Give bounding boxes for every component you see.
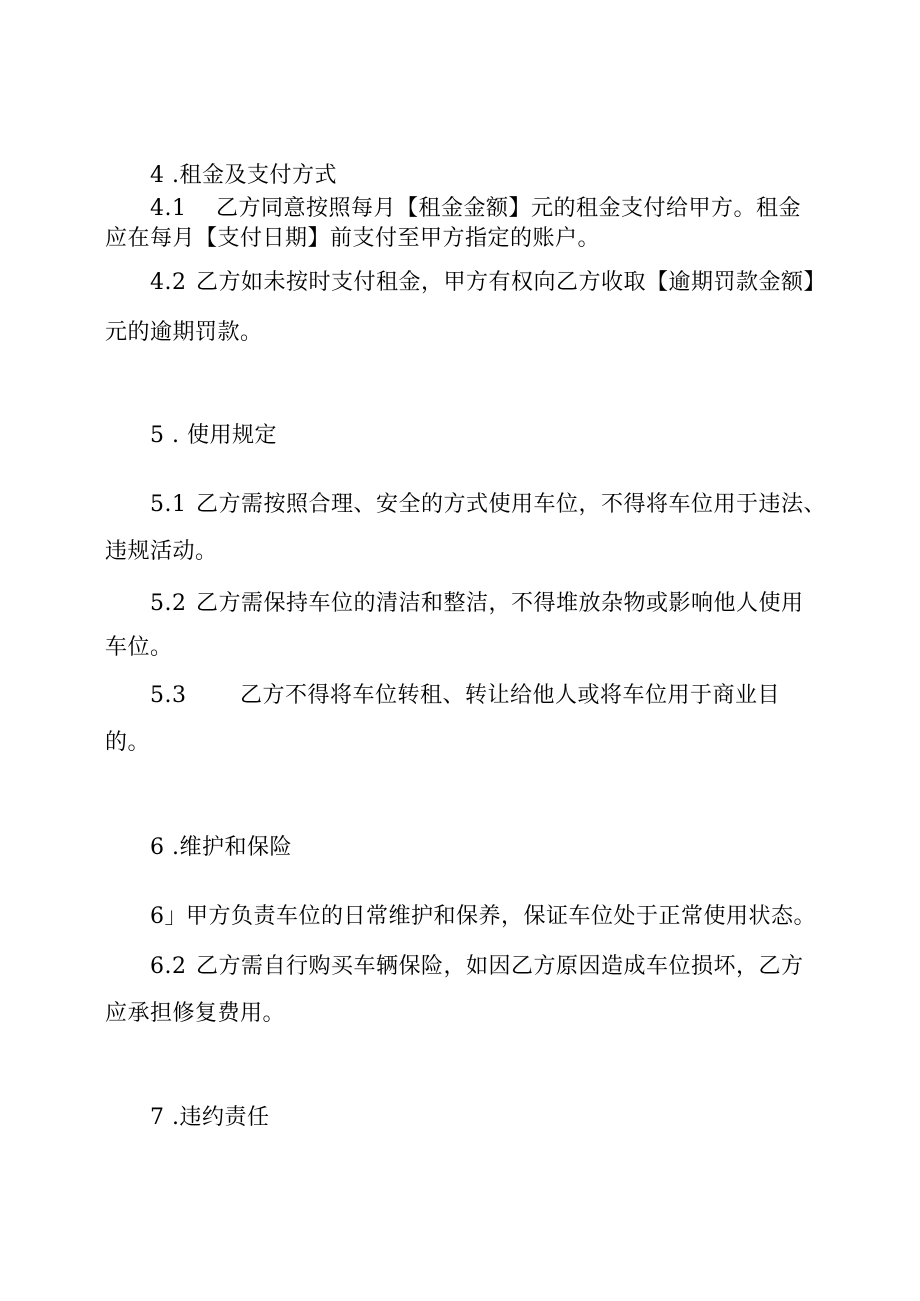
clause-5-2-text: 乙方需保持车位的清洁和整洁，不得堆放杂物或影响他人使用	[196, 591, 804, 616]
clause-4-1-line-2: 应在每月【支付日期】前支付至甲方指定的账户。	[105, 226, 601, 251]
clause-4-2-number: 4.2	[150, 270, 187, 295]
section-4-heading: 4 .租金及支付方式	[150, 163, 337, 188]
clause-4-2-line-1	[150, 268, 826, 298]
clause-5-3-text: 乙方不得将车位转租、转让给他人或将车位用于商业目	[240, 683, 781, 708]
clause-5-2-number: 5.2	[150, 591, 187, 616]
clause-5-1-text: 乙方需按照合理、安全的方式使用车位，不得将车位用于违法、	[196, 492, 827, 517]
clause-6-1-text: 甲方负责车位的日常维护和保养，保证车位处于正常使用状态。	[186, 904, 817, 929]
clause-5-3-number: 5.3	[150, 683, 187, 708]
section-6-heading: 6 .维护和保险	[150, 835, 292, 860]
clause-6-1-line-1	[150, 902, 816, 932]
clause-6-1-number: 6」	[150, 904, 187, 929]
clause-6-2-number: 6.2	[150, 954, 187, 979]
section-7-heading: 7 .违约责任	[150, 1105, 270, 1130]
clause-5-2-line-1	[150, 589, 804, 619]
clause-4-1-number: 4.1	[150, 196, 187, 221]
clause-5-3-line-2: 的。	[105, 730, 151, 755]
clause-5-1-line-1	[150, 490, 826, 520]
clause-6-2-line-2: 应承担修复费用。	[105, 1001, 286, 1026]
section-5-heading: 5 . 使用规定	[150, 423, 277, 448]
clause-4-2-line-2: 元的逾期罚款。	[105, 320, 263, 345]
clause-5-3-line-1	[150, 681, 780, 711]
clause-5-2-line-2: 车位。	[105, 635, 173, 660]
clause-4-1-line-1	[150, 194, 801, 224]
clause-6-2-line-1	[150, 952, 804, 982]
clause-4-2-text: 乙方如未按时支付租金，甲方有权向乙方收取【逾期罚款金额】	[196, 270, 827, 295]
clause-4-1-text: 乙方同意按照每月【租金金额】元的租金支付给甲方。租金	[216, 196, 802, 221]
clause-6-2-text: 乙方需自行购买车辆保险，如因乙方原因造成车位损坏，乙方	[196, 954, 804, 979]
clause-5-1-line-2: 违规活动。	[105, 539, 218, 564]
clause-5-1-number: 5.1	[150, 492, 187, 517]
